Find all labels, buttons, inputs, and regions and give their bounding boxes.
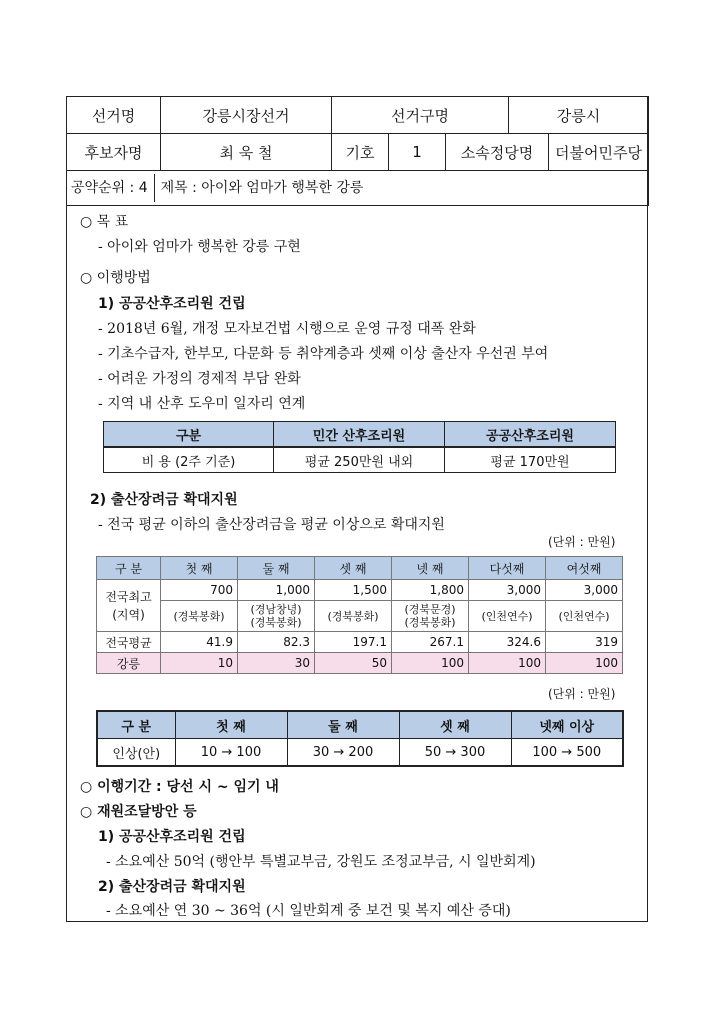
incentive-header: 둘 째 bbox=[238, 557, 315, 580]
avg-value: 267.1 bbox=[392, 632, 469, 653]
incentive-table bbox=[96, 556, 623, 674]
district-label: 선거구명 bbox=[332, 97, 509, 134]
cost-cell: 평균 250만원 내외 bbox=[274, 447, 445, 473]
divider bbox=[154, 174, 155, 202]
m1-item: - 기초수급자, 한부모, 다문화 등 취약계층과 셋째 이상 출산자 우선권 부여 bbox=[98, 346, 549, 362]
party-value: 더불어민주당 bbox=[549, 134, 649, 171]
gangneung-value: 100 bbox=[392, 653, 469, 674]
raise-header: 첫 째 bbox=[175, 711, 287, 739]
m1-heading: 1) 공공산후조리원 건립 bbox=[98, 296, 246, 312]
max-value: 1,000 bbox=[238, 580, 315, 601]
max-value: 3,000 bbox=[469, 580, 546, 601]
gangneung-label: 강릉 bbox=[97, 653, 161, 674]
gangneung-value: 30 bbox=[238, 653, 315, 674]
district-value: 강릉시 bbox=[509, 97, 649, 134]
max-region: (경북봉화) bbox=[161, 601, 238, 632]
m1-item: - 지역 내 산후 도우미 일자리 연계 bbox=[98, 396, 306, 412]
max-value: 1,500 bbox=[315, 580, 392, 601]
number-label: 기호 bbox=[332, 134, 389, 171]
max-value: 1,800 bbox=[392, 580, 469, 601]
page-frame bbox=[66, 96, 648, 922]
unit-label: (단위 : 만원) bbox=[548, 535, 616, 549]
raise-header: 둘 째 bbox=[287, 711, 399, 739]
pledge-rank: 공약순위 : 4 bbox=[71, 180, 148, 196]
incentive-header: 넷 째 bbox=[392, 557, 469, 580]
method-heading: ○ 이행방법 bbox=[80, 270, 151, 286]
avg-value: 41.9 bbox=[161, 632, 238, 653]
avg-value: 82.3 bbox=[238, 632, 315, 653]
incentive-header: 다섯째 bbox=[469, 557, 546, 580]
incentive-header: 첫 째 bbox=[161, 557, 238, 580]
cost-cell: 비 용 (2주 기준) bbox=[104, 447, 274, 473]
avg-value: 319 bbox=[546, 632, 623, 653]
funding-heading: ○ 재원조달방안 등 bbox=[80, 804, 197, 820]
gangneung-value: 50 bbox=[315, 653, 392, 674]
gangneung-value: 100 bbox=[546, 653, 623, 674]
avg-value: 324.6 bbox=[469, 632, 546, 653]
party-label: 소속정당명 bbox=[446, 134, 549, 171]
cost-header: 민간 산후조리원 bbox=[274, 422, 445, 448]
header-table bbox=[66, 96, 649, 206]
max-region: (인천연수) bbox=[546, 601, 623, 632]
incentive-header: 구 분 bbox=[97, 557, 161, 580]
gangneung-value: 10 bbox=[161, 653, 238, 674]
max-value: 3,000 bbox=[546, 580, 623, 601]
raise-header: 넷째 이상 bbox=[511, 711, 623, 739]
max-region: (경북봉화) bbox=[315, 601, 392, 632]
incentive-header: 여섯째 bbox=[546, 557, 623, 580]
raise-value: 100 → 500 bbox=[511, 739, 623, 767]
incentive-header: 셋 째 bbox=[315, 557, 392, 580]
cost-header: 공공산후조리원 bbox=[445, 422, 616, 448]
raise-table bbox=[96, 710, 624, 767]
candidate-value: 최 욱 철 bbox=[161, 134, 332, 171]
election-value: 강릉시장선거 bbox=[161, 97, 332, 134]
f2-item: - 소요예산 연 30 ~ 36억 (시 일반회계 중 보건 및 복지 예산 증대) bbox=[106, 903, 511, 919]
m1-item: - 어려운 가정의 경제적 부담 완화 bbox=[98, 371, 301, 387]
pledge-title: 제목 : 아이와 엄마가 행복한 강릉 bbox=[160, 180, 364, 196]
raise-header: 구 분 bbox=[97, 711, 175, 739]
unit-label: (단위 : 만원) bbox=[548, 687, 616, 701]
avg-label: 전국평균 bbox=[97, 632, 161, 653]
raise-header: 셋 째 bbox=[399, 711, 511, 739]
goal-heading: ○ 목 표 bbox=[80, 214, 129, 230]
max-label: 전국최고 (지역) bbox=[97, 580, 161, 632]
election-label: 선거명 bbox=[67, 97, 161, 134]
gangneung-value: 100 bbox=[469, 653, 546, 674]
cost-cell: 평균 170만원 bbox=[445, 447, 616, 473]
goal-item: - 아이와 엄마가 행복한 강릉 구현 bbox=[98, 239, 301, 255]
candidate-label: 후보자명 bbox=[67, 134, 161, 171]
raise-value: 30 → 200 bbox=[287, 739, 399, 767]
raise-label: 인상(안) bbox=[97, 739, 175, 767]
m2-item: - 전국 평균 이하의 출산장려금을 평균 이상으로 확대지원 bbox=[98, 517, 445, 533]
avg-value: 197.1 bbox=[315, 632, 392, 653]
period-line: ○ 이행기간 : 당선 시 ~ 임기 내 bbox=[80, 779, 279, 795]
cost-header: 구분 bbox=[104, 422, 274, 448]
raise-value: 50 → 300 bbox=[399, 739, 511, 767]
max-region: (경남창녕) (경북봉화) bbox=[238, 601, 315, 632]
f2-heading: 2) 출산장려금 확대지원 bbox=[98, 879, 246, 895]
max-region: (경북문경) (경북봉화) bbox=[392, 601, 469, 632]
max-value: 700 bbox=[161, 580, 238, 601]
number-value: 1 bbox=[389, 134, 446, 171]
m1-item: - 2018년 6월, 개정 모자보건법 시행으로 운영 규정 대폭 완화 bbox=[98, 321, 476, 337]
raise-value: 10 → 100 bbox=[175, 739, 287, 767]
max-region: (인천연수) bbox=[469, 601, 546, 632]
f1-item: - 소요예산 50억 (행안부 특별교부금, 강원도 조정교부금, 시 일반회계) bbox=[106, 854, 536, 870]
cost-table bbox=[103, 421, 616, 473]
f1-heading: 1) 공공산후조리원 건립 bbox=[98, 829, 246, 845]
pledge-title-row bbox=[67, 171, 649, 206]
m2-heading: 2) 출산장려금 확대지원 bbox=[90, 492, 238, 508]
